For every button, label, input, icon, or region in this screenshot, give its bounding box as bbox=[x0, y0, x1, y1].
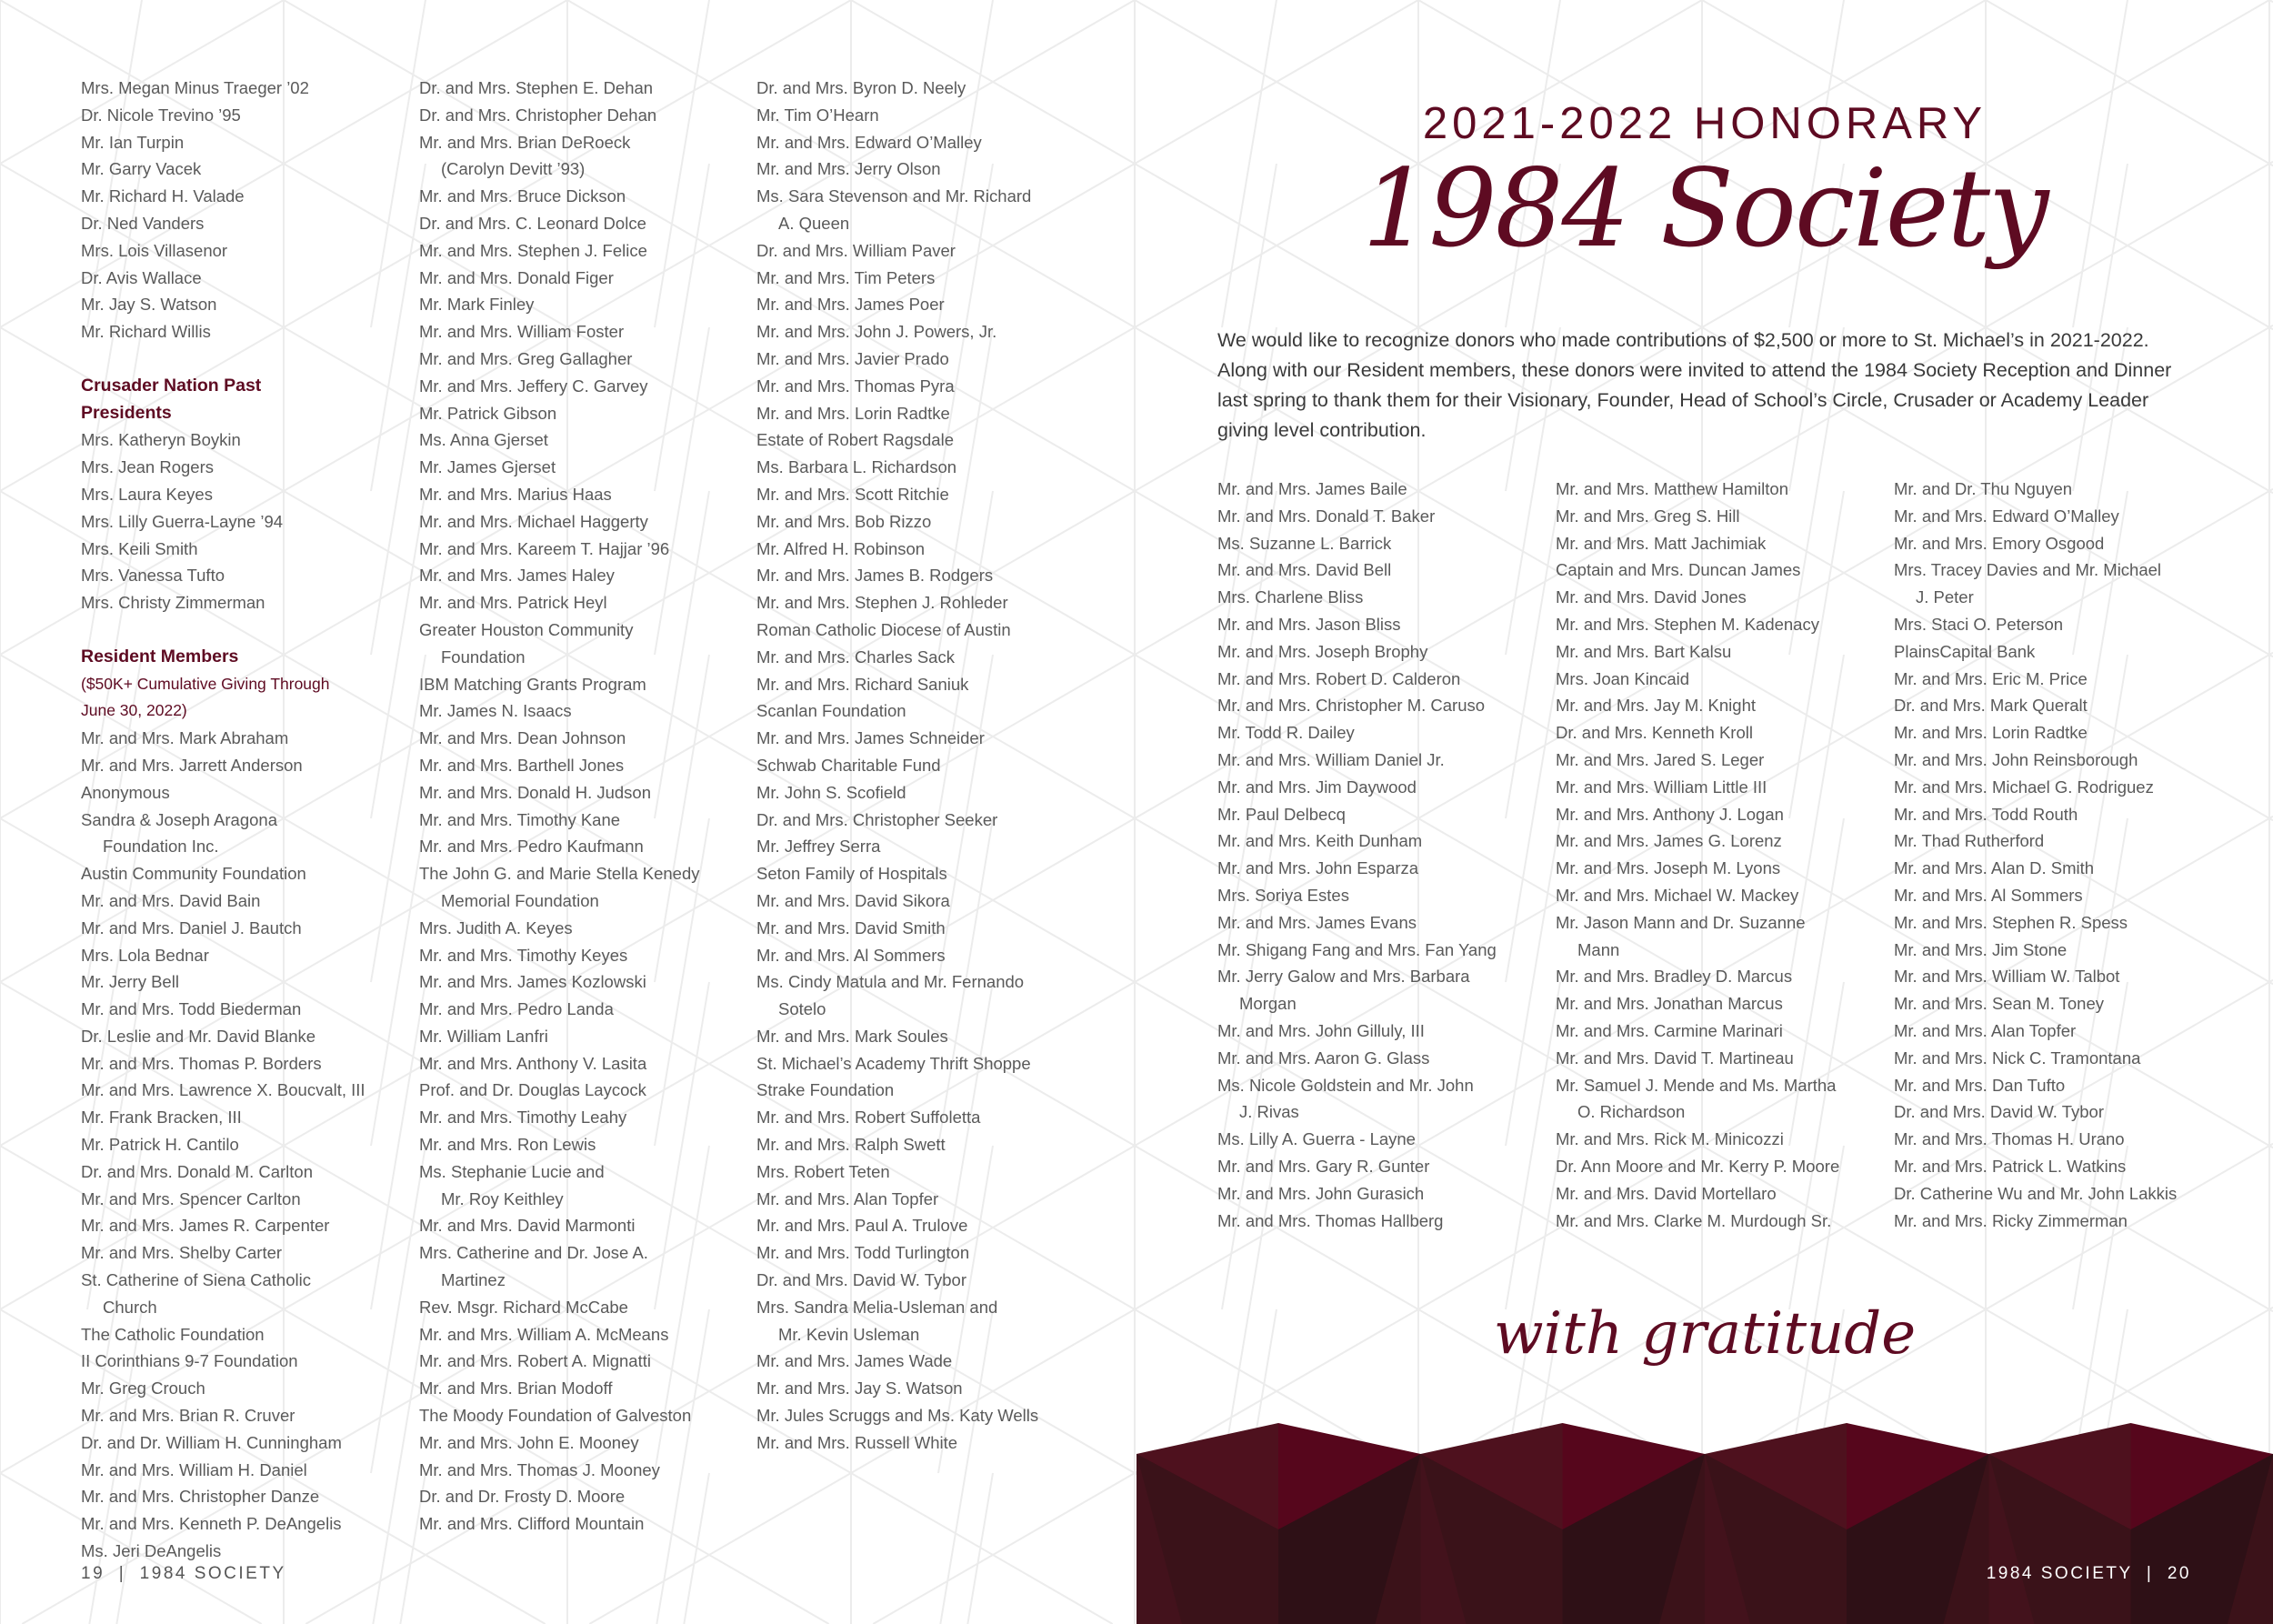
donor-name: Mr. and Mrs. James Wade bbox=[756, 1351, 953, 1371]
donor-name: Ms. Sara Stevenson and Mr. Richard A. Queen bbox=[756, 186, 1032, 233]
resident-members-heading: Resident Members bbox=[81, 646, 239, 667]
donor-name: Mr. and Mrs. Thomas H. Urano bbox=[1894, 1129, 2125, 1149]
donor-name: Mr. and Mrs. John Esparza bbox=[1217, 858, 1419, 878]
donor-name: Mr. and Mrs. James Poer bbox=[756, 295, 945, 315]
right-column-2 bbox=[1556, 476, 1839, 1234]
donor-name: Mr. Patrick H. Cantilo bbox=[81, 1135, 239, 1155]
donor-name: Dr. and Mrs. David W. Tybor bbox=[1894, 1102, 2104, 1122]
donor-name: Mr. and Dr. Thu Nguyen bbox=[1894, 479, 2073, 498]
donor-name: Mr. and Mrs. William Daniel Jr. bbox=[1217, 749, 1445, 769]
donor-name: St. Michael’s Academy Thrift Shoppe bbox=[756, 1053, 1031, 1073]
donor-name: Mr. John S. Scofield bbox=[756, 782, 906, 802]
donor-name: Mr. and Mrs. Al Sommers bbox=[1894, 885, 2083, 905]
intro-paragraph: We would like to recognize donors who made contributions of $2,500 or more to St. Michael’s in 2021-2022. Along with our Resident members, these donors were invited to attend the 1984 Society Reception and Dinner last spring to thank them for their Visionary, Founder, Head of School’s Circle, Crusader or Academy Leader giving level contribution. bbox=[1217, 329, 2172, 441]
donor-name: Ms. Jeri DeAngelis bbox=[81, 1541, 222, 1561]
donor-name: Mr. and Mrs. Pedro Kaufmann bbox=[419, 837, 644, 857]
donor-name: Captain and Mrs. Duncan James bbox=[1556, 560, 1801, 580]
donor-name: Mr. Ian Turpin bbox=[81, 132, 185, 152]
donor-name: Mr. and Mrs. Patrick L. Watkins bbox=[1894, 1156, 2127, 1176]
donor-name: Mr. and Mrs. Jason Bliss bbox=[1217, 614, 1401, 634]
donor-name: Mrs. Jean Rogers bbox=[81, 457, 214, 477]
donor-name: Mr. and Mrs. David Smith bbox=[756, 917, 946, 937]
donor-name: Mr. and Mrs. Richard Saniuk bbox=[756, 674, 969, 694]
donor-name: Mr. and Mrs. Timothy Kane bbox=[419, 809, 621, 829]
donor-name: Mr. and Mrs. Jim Stone bbox=[1894, 939, 2068, 959]
pattern-line bbox=[371, 327, 426, 655]
donor-name: Mr. Patrick Gibson bbox=[419, 403, 557, 423]
donor-name: Mr. and Mrs. Stephen J. Rohleder bbox=[756, 593, 1008, 613]
donor-name: Scanlan Foundation bbox=[756, 701, 906, 721]
donor-name: Mr. and Mrs. John Gurasich bbox=[1217, 1183, 1425, 1203]
donor-name: Mr. Greg Crouch bbox=[81, 1378, 205, 1398]
donor-name: Mr. and Mrs. Keith Dunham bbox=[1217, 831, 1423, 851]
donor-name: Mrs. Staci O. Peterson bbox=[1894, 614, 2064, 634]
donor-name: Mr. and Mrs. Gary R. Gunter bbox=[1217, 1156, 1430, 1176]
donor-name: Mr. and Mrs. Lorin Radtke bbox=[1894, 723, 2088, 743]
donor-name: Mr. and Mrs. Jonathan Marcus bbox=[1556, 994, 1783, 1014]
donor-name: Dr. and Mrs. Byron D. Neely bbox=[756, 78, 966, 97]
page-subtitle: 2021-2022 HONORARY bbox=[1422, 99, 1988, 148]
donor-name: Mr. and Mrs. James Evans bbox=[1217, 912, 1417, 932]
donor-name: Mr. and Mrs. James G. Lorenz bbox=[1556, 831, 1782, 851]
donor-name: Mr. and Mrs. David Bain bbox=[81, 890, 261, 910]
donor-name: Mr. and Mrs. Dan Tufto bbox=[1894, 1075, 2066, 1095]
donor-name: Mr. and Mrs. Carmine Marinari bbox=[1556, 1020, 1783, 1040]
pattern-line bbox=[371, 655, 426, 982]
pattern-line bbox=[967, 1473, 993, 1624]
donor-name: Mr. and Mrs. Jerry Olson bbox=[756, 159, 941, 179]
donor-name: Strake Foundation bbox=[756, 1080, 895, 1100]
donor-name: Mr. Jules Scruggs and Ms. Katy Wells bbox=[756, 1406, 1039, 1426]
donor-name: Dr. and Dr. Frosty D. Moore bbox=[419, 1487, 626, 1507]
donor-name: Mr. and Mrs. William H. Daniel bbox=[81, 1459, 307, 1479]
donor-name: Mr. Frank Bracken, III bbox=[81, 1108, 242, 1128]
pattern-line bbox=[371, 818, 426, 1146]
donor-name: Mr. and Mrs. Bob Rizzo bbox=[756, 511, 932, 531]
donor-name: Mr. and Mrs. Bruce Dickson bbox=[419, 186, 626, 206]
donor-name: Mr. and Mrs. Russell White bbox=[756, 1432, 958, 1452]
donor-name: Mr. and Mrs. Brian Modoff bbox=[419, 1378, 613, 1398]
donor-name: Dr. Nicole Trevino ’95 bbox=[81, 105, 241, 125]
donor-name: Mr. and Mrs. David T. Martineau bbox=[1556, 1048, 1794, 1068]
donor-name: Mr. and Mrs. Emory Osgood bbox=[1894, 533, 2105, 553]
donor-name: Mrs. Joan Kincaid bbox=[1556, 668, 1690, 688]
donor-name: Mr. and Mrs. Joseph M. Lyons bbox=[1556, 858, 1781, 878]
donor-name: Mr. and Mrs. Jarrett Anderson bbox=[81, 755, 303, 775]
donor-list bbox=[1217, 476, 1497, 1234]
donor-name: Dr. and Mrs. Mark Queralt bbox=[1894, 696, 2088, 716]
donor-name: Mrs. Soriya Estes bbox=[1217, 885, 1349, 905]
donor-name: Mr. and Mrs. Edward O’Malley bbox=[1894, 506, 2119, 526]
donor-name: Seton Family of Hospitals bbox=[756, 864, 947, 884]
donor-name: Mr. and Mrs. James Schneider bbox=[756, 728, 985, 748]
donor-name: Mr. and Mrs. Clifford Mountain bbox=[419, 1514, 645, 1534]
pattern-line bbox=[1506, 491, 1560, 818]
pattern-line bbox=[373, 1309, 426, 1624]
donor-name: Mr. Mark Finley bbox=[419, 295, 535, 315]
donor-list bbox=[81, 426, 365, 617]
donor-name: Rev. Msgr. Richard McCabe bbox=[419, 1297, 628, 1317]
donor-name: Mr. and Mrs. Scott Ritchie bbox=[756, 484, 949, 504]
pattern-line bbox=[371, 0, 426, 327]
donor-name: Mrs. Tracey Davies and Mr. Michael J. Peter bbox=[1894, 560, 2162, 607]
donor-name: Mr. and Mrs. Donald Figer bbox=[419, 267, 614, 287]
donor-name: Mr. and Mrs. Thomas J. Mooney bbox=[419, 1459, 660, 1479]
donor-name: Mr. and Mrs. Ron Lewis bbox=[419, 1135, 596, 1155]
donor-name: Mrs. Lois Villasenor bbox=[81, 240, 228, 260]
donor-name: Mr. William Lanfri bbox=[419, 1026, 548, 1046]
donor-name: Mr. and Mrs. John Reinsborough bbox=[1894, 749, 2138, 769]
donor-name: Mrs. Laura Keyes bbox=[81, 484, 213, 504]
donor-name: Mr. Samuel J. Mende and Ms. Martha O. Richardson bbox=[1556, 1075, 1837, 1122]
donor-name: Mr. and Mrs. Michael Haggerty bbox=[419, 511, 648, 531]
donor-name: Mr. and Mrs. Timothy Keyes bbox=[419, 945, 628, 965]
donor-name: Mr. Garry Vacek bbox=[81, 159, 202, 179]
donor-name: Mr. and Mrs. Todd Routh bbox=[1894, 804, 2078, 824]
donor-name: Mrs. Keili Smith bbox=[81, 538, 198, 558]
left-column-1 bbox=[81, 75, 365, 1565]
donor-name: Mrs. Catherine and Dr. Jose A. Martinez bbox=[419, 1243, 648, 1290]
donor-name: Dr. Catherine Wu and Mr. John Lakkis bbox=[1894, 1183, 2178, 1203]
donor-name: Mr. and Mrs. Marius Haas bbox=[419, 484, 612, 504]
donor-name: Mr. and Mrs. Nick C. Tramontana bbox=[1894, 1048, 2141, 1068]
crusader-nation-heading: Crusader Nation Past Presidents bbox=[81, 375, 262, 423]
donor-name: Mr. and Mrs. Alan D. Smith bbox=[1894, 858, 2095, 878]
donor-name: Mr. and Mrs. Lawrence X. Boucvalt, III bbox=[81, 1080, 365, 1100]
donor-name: IBM Matching Grants Program bbox=[419, 674, 646, 694]
donor-name: Mr. and Mrs. John Gilluly, III bbox=[1217, 1020, 1425, 1040]
donor-name: Austin Community Foundation bbox=[81, 864, 306, 884]
donor-name: Mr. and Mrs. Joseph Brophy bbox=[1217, 641, 1428, 661]
donor-name: Dr. and Mrs. C. Leonard Dolce bbox=[419, 213, 646, 233]
donor-list bbox=[1556, 476, 1839, 1234]
donor-name: Mr. and Mrs. James B. Rodgers bbox=[756, 566, 994, 586]
donor-name: Mr. and Mrs. David Sikora bbox=[756, 890, 950, 910]
donor-name: Mr. Jason Mann and Dr. Suzanne Mann bbox=[1556, 912, 1806, 959]
donor-name: Mr. and Mrs. Brian R. Cruver bbox=[81, 1406, 295, 1426]
donor-name: Sandra & Joseph Aragona Foundation Inc. bbox=[81, 809, 277, 857]
pattern-line bbox=[371, 1146, 426, 1473]
donor-name: Dr. Avis Wallace bbox=[81, 267, 202, 287]
donor-name: Mr. and Mrs. John J. Powers, Jr. bbox=[756, 322, 997, 342]
donor-name: Mr. and Mrs. Clarke M. Murdough Sr. bbox=[1556, 1210, 1832, 1230]
donor-name: Mr. and Mrs. Greg Gallagher bbox=[419, 348, 633, 368]
donor-name: Prof. and Dr. Douglas Laycock bbox=[419, 1080, 646, 1100]
donor-name: Mr. and Mrs. Charles Sack bbox=[756, 647, 955, 667]
donor-list bbox=[1894, 476, 2177, 1234]
donor-name: Mr. and Mrs. Patrick Heyl bbox=[419, 593, 607, 613]
donor-name: Mr. Alfred H. Robinson bbox=[756, 538, 926, 558]
donor-name: Mr. Todd R. Dailey bbox=[1217, 723, 1355, 743]
donor-name: Mr. and Mrs. Christopher M. Caruso bbox=[1217, 696, 1486, 716]
donor-name: Mr. Jerry Galow and Mrs. Barbara Morgan bbox=[1217, 967, 1470, 1014]
donor-name: Mr. and Mrs. Tim Peters bbox=[756, 267, 936, 287]
donor-name: Mr. and Mrs. Sean M. Toney bbox=[1894, 994, 2105, 1014]
donor-name: Mr. and Mrs. William W. Talbot bbox=[1894, 967, 2120, 987]
donor-name: Mr. and Mrs. Todd Biederman bbox=[81, 999, 302, 1019]
donor-name: The Moody Foundation of Galveston bbox=[419, 1406, 692, 1426]
donor-name: Mr. and Mrs. Robert D. Calderon bbox=[1217, 668, 1461, 688]
donor-name: Ms. Cindy Matula and Mr. Fernando Sotelo bbox=[756, 972, 1025, 1019]
donor-name: Mr. and Mrs. Bradley D. Marcus bbox=[1556, 967, 1793, 987]
donor-name: Mr. and Mrs. James R. Carpenter bbox=[81, 1216, 330, 1236]
donor-name: Mrs. Lilly Guerra-Layne ’94 bbox=[81, 511, 284, 531]
donor-name: Mr. and Mrs. Kareem T. Hajjar ’96 bbox=[419, 538, 670, 558]
donor-name: Mr. and Mrs. Thomas Pyra bbox=[756, 376, 955, 396]
donor-name: Mr. and Mrs. Aaron G. Glass bbox=[1217, 1048, 1430, 1068]
donor-name: Mr. and Mrs. Pedro Landa bbox=[419, 999, 614, 1019]
donor-name: Mr. and Mrs. Daniel J. Bautch bbox=[81, 917, 302, 937]
donor-name: Mr. and Mrs. Dean Johnson bbox=[419, 728, 626, 748]
donor-name: Mrs. Vanessa Tufto bbox=[81, 566, 225, 586]
donor-name: Dr. and Mrs. Stephen E. Dehan bbox=[419, 78, 654, 97]
pattern-line bbox=[873, 1473, 1135, 1624]
donor-name: The Catholic Foundation bbox=[81, 1324, 265, 1344]
donor-list bbox=[81, 725, 365, 1565]
donor-name: Mr. and Mrs. William A. McMeans bbox=[419, 1324, 669, 1344]
donor-name: Mrs. Megan Minus Traeger ’02 bbox=[81, 78, 309, 97]
pattern-line bbox=[371, 982, 426, 1309]
pattern-line bbox=[371, 164, 426, 491]
donor-name: Mrs. Sandra Melia-Usleman and Mr. Kevin Usleman bbox=[756, 1297, 998, 1344]
pattern-line bbox=[1506, 818, 1560, 1146]
donor-name: Mr. and Mrs. Al Sommers bbox=[756, 945, 946, 965]
donor-name: Mrs. Katheryn Boykin bbox=[81, 430, 241, 450]
donor-name: Mr. Richard Willis bbox=[81, 322, 211, 342]
donor-name: Mr. and Mrs. Stephen J. Felice bbox=[419, 240, 647, 260]
donor-name: Mr. and Mrs. Matt Jachimiak bbox=[1556, 533, 1767, 553]
donor-name: Mr. and Mrs. Michael W. Mackey bbox=[1556, 885, 1799, 905]
faceted-footer-banner bbox=[1136, 1400, 2273, 1624]
donor-name: Dr. and Mrs. William Paver bbox=[756, 240, 956, 260]
donor-name: Mr. and Mrs. David Jones bbox=[1556, 587, 1747, 607]
donor-name: Mr. and Mrs. Jared S. Leger bbox=[1556, 749, 1765, 769]
donor-name: Mr. and Mrs. William Foster bbox=[419, 322, 625, 342]
donor-name: Mr. and Mrs. Robert Suffoletta bbox=[756, 1108, 981, 1128]
donor-name: Mr. and Mrs. James Haley bbox=[419, 566, 615, 586]
donor-name: Estate of Robert Ragsdale bbox=[756, 430, 954, 450]
donor-name: Dr. Leslie and Mr. David Blanke bbox=[81, 1026, 316, 1046]
page-title: 1984 Society bbox=[1362, 145, 2048, 271]
donor-name: Mr. and Mrs. Thomas P. Borders bbox=[81, 1053, 322, 1073]
donor-name: Mr. Shigang Fang and Mrs. Fan Yang bbox=[1217, 939, 1497, 959]
donor-name: Mr. and Mrs. Alan Topfer bbox=[1894, 1020, 2077, 1040]
donor-name: Mr. and Mrs. Robert A. Mignatti bbox=[419, 1351, 651, 1371]
resident-members-subtitle: ($50K+ Cumulative Giving Through June 30, 2022) bbox=[81, 674, 330, 720]
donor-name: Schwab Charitable Fund bbox=[756, 755, 941, 775]
donor-name: Mr. and Mrs. Eric M. Price bbox=[1894, 668, 2088, 688]
page-footer-right: 1984 SOCIETY | 20 bbox=[1986, 1564, 2191, 1583]
donor-name: Mr. and Mrs. William Little III bbox=[1556, 777, 1767, 797]
donor-name: Mr. and Mrs. Anthony J. Logan bbox=[1556, 804, 1784, 824]
donor-name: Mr. and Mrs. James Kozlowski bbox=[419, 972, 646, 992]
donor-name: Mr. and Mrs. Matthew Hamilton bbox=[1556, 479, 1788, 498]
donor-name: Mr. and Mrs. Mark Abraham bbox=[81, 728, 289, 748]
donor-name: Mrs. Lola Bednar bbox=[81, 945, 209, 965]
donor-name: Mr. and Mrs. Donald H. Judson bbox=[419, 782, 651, 802]
pattern-line bbox=[371, 491, 426, 818]
donor-name: PlainsCapital Bank bbox=[1894, 641, 2036, 661]
donor-name: Mr. and Mrs. Rick M. Minicozzi bbox=[1556, 1129, 1784, 1149]
right-column-3 bbox=[1894, 476, 2177, 1234]
donor-list bbox=[419, 75, 700, 1538]
donor-name: Dr. Ann Moore and Mr. Kerry P. Moore bbox=[1556, 1156, 1840, 1176]
donor-name: Greater Houston Community Foundation bbox=[419, 619, 634, 667]
donor-name: II Corinthians 9-7 Foundation bbox=[81, 1351, 298, 1371]
donor-name: Mr. and Mrs. Jim Daywood bbox=[1217, 777, 1417, 797]
donor-name: Mr. and Mrs. Ricky Zimmerman bbox=[1894, 1210, 2128, 1230]
donor-name: Mr. and Mrs. Stephen R. Spess bbox=[1894, 912, 2128, 932]
closing-text: with gratitude bbox=[1493, 1300, 1917, 1368]
donor-name: Mrs. Christy Zimmerman bbox=[81, 593, 265, 613]
donor-name: Ms. Barbara L. Richardson bbox=[756, 457, 957, 477]
donor-name: Mr. and Mrs. Bart Kalsu bbox=[1556, 641, 1732, 661]
donor-name: St. Catherine of Siena Catholic Church bbox=[81, 1270, 311, 1317]
donor-name: Mr. and Mrs. James Baile bbox=[1217, 479, 1407, 498]
donor-name: Ms. Anna Gjerset bbox=[419, 430, 548, 450]
donor-name: Mr. and Mrs. Kenneth P. DeAngelis bbox=[81, 1514, 342, 1534]
left-column-2 bbox=[419, 75, 700, 1538]
donor-name: Mr. James Gjerset bbox=[419, 457, 556, 477]
donor-name: Mr. and Mrs. Edward O’Malley bbox=[756, 132, 982, 152]
donor-name: Mr. and Mrs. Jay M. Knight bbox=[1556, 696, 1757, 716]
donor-name: Mr. Jeffrey Serra bbox=[756, 837, 881, 857]
donor-name: Mr. Jerry Bell bbox=[81, 972, 179, 992]
donor-name: Mr. and Mrs. Ralph Swett bbox=[756, 1135, 946, 1155]
pattern-line bbox=[1506, 982, 1560, 1309]
donor-name: Dr. and Mrs. David W. Tybor bbox=[756, 1270, 966, 1290]
donor-name: Ms. Lilly A. Guerra - Layne bbox=[1217, 1129, 1416, 1149]
donor-name: Mrs. Judith A. Keyes bbox=[419, 917, 573, 937]
right-column-1 bbox=[1217, 476, 1497, 1234]
donor-name: Mr. and Mrs. David Bell bbox=[1217, 560, 1392, 580]
donor-name: Mr. and Mrs. Barthell Jones bbox=[419, 755, 625, 775]
donor-name: Mr. and Mrs. Thomas Hallberg bbox=[1217, 1210, 1444, 1230]
donor-name: Mr. and Mrs. Anthony V. Lasita bbox=[419, 1053, 647, 1073]
donor-name: Mr. and Mrs. Alan Topfer bbox=[756, 1188, 939, 1208]
donor-name: Mr. and Mrs. Timothy Leahy bbox=[419, 1108, 627, 1128]
donor-name: Mr. and Mrs. Javier Prado bbox=[756, 348, 949, 368]
donor-name: Mr. and Mrs. Greg S. Hill bbox=[1556, 506, 1740, 526]
donor-name: Mr. and Mrs. Paul A. Trulove bbox=[756, 1216, 968, 1236]
donor-name: Dr. and Mrs. Christopher Seeker bbox=[756, 809, 998, 829]
donor-name: Mr. and Mrs. Shelby Carter bbox=[81, 1243, 283, 1263]
pattern-line bbox=[1506, 655, 1560, 982]
donor-name: Mr. Paul Delbecq bbox=[1217, 804, 1346, 824]
left-column-3 bbox=[756, 75, 1038, 1457]
donor-list bbox=[81, 75, 365, 346]
donor-name: Dr. and Mrs. Kenneth Kroll bbox=[1556, 723, 1753, 743]
donor-name: Dr. and Mrs. Christopher Dehan bbox=[419, 105, 657, 125]
donor-name: The John G. and Marie Stella Kenedy Memorial Foundation bbox=[419, 864, 700, 910]
donor-name: Mr. and Mrs. Spencer Carlton bbox=[81, 1188, 301, 1208]
donor-name: Mr. Tim O’Hearn bbox=[756, 105, 879, 125]
donor-name: Mr. and Mrs. Stephen M. Kadenacy bbox=[1556, 614, 1819, 634]
donor-name: Ms. Stephanie Lucie and Mr. Roy Keithley bbox=[419, 1161, 605, 1208]
donor-name: Mr. Thad Rutherford bbox=[1894, 831, 2045, 851]
donor-name: Mr. and Mrs. Brian DeRoeck (Carolyn Devitt ’93) bbox=[419, 132, 631, 179]
pattern-line bbox=[851, 1473, 1113, 1624]
donor-name: Dr. and Dr. William H. Cunningham bbox=[81, 1432, 342, 1452]
donor-name: Mrs. Robert Teten bbox=[756, 1161, 890, 1181]
donor-name: Roman Catholic Diocese of Austin bbox=[756, 619, 1011, 639]
donor-name: Mr. and Mrs. Jeffery C. Garvey bbox=[419, 376, 648, 396]
donor-name: Mr. Jay S. Watson bbox=[81, 295, 217, 315]
donor-name: Mr. and Mrs. Jay S. Watson bbox=[756, 1378, 963, 1398]
donor-name: Mr. and Mrs. Todd Turlington bbox=[756, 1243, 970, 1263]
donor-name: Mr. and Mrs. Donald T. Baker bbox=[1217, 506, 1436, 526]
donor-name: Mr. Richard H. Valade bbox=[81, 186, 245, 206]
page-footer-left: 19 | 1984 SOCIETY bbox=[81, 1564, 286, 1583]
donor-name: Ms. Suzanne L. Barrick bbox=[1217, 533, 1392, 553]
donor-name: Mr. and Mrs. John E. Mooney bbox=[419, 1432, 639, 1452]
donor-name: Mr. and Mrs. Lorin Radtke bbox=[756, 403, 950, 423]
donor-name: Ms. Nicole Goldstein and Mr. John J. Rivas bbox=[1217, 1075, 1474, 1122]
donor-name: Mr. and Mrs. David Mortellaro bbox=[1556, 1183, 1777, 1203]
donor-list bbox=[756, 75, 1038, 1457]
donor-name: Mr. and Mrs. Mark Soules bbox=[756, 1026, 948, 1046]
donor-name: Dr. and Mrs. Donald M. Carlton bbox=[81, 1161, 313, 1181]
donor-name: Mrs. Charlene Bliss bbox=[1217, 587, 1364, 607]
donor-name: Mr. James N. Isaacs bbox=[419, 701, 572, 721]
donor-name: Mr. and Mrs. David Marmonti bbox=[419, 1216, 636, 1236]
donor-name: Mr. and Mrs. Christopher Danze bbox=[81, 1487, 320, 1507]
donor-name: Dr. Ned Vanders bbox=[81, 213, 205, 233]
donor-name: Mr. and Mrs. Michael G. Rodriguez bbox=[1894, 777, 2154, 797]
donor-name: Anonymous bbox=[81, 782, 170, 802]
